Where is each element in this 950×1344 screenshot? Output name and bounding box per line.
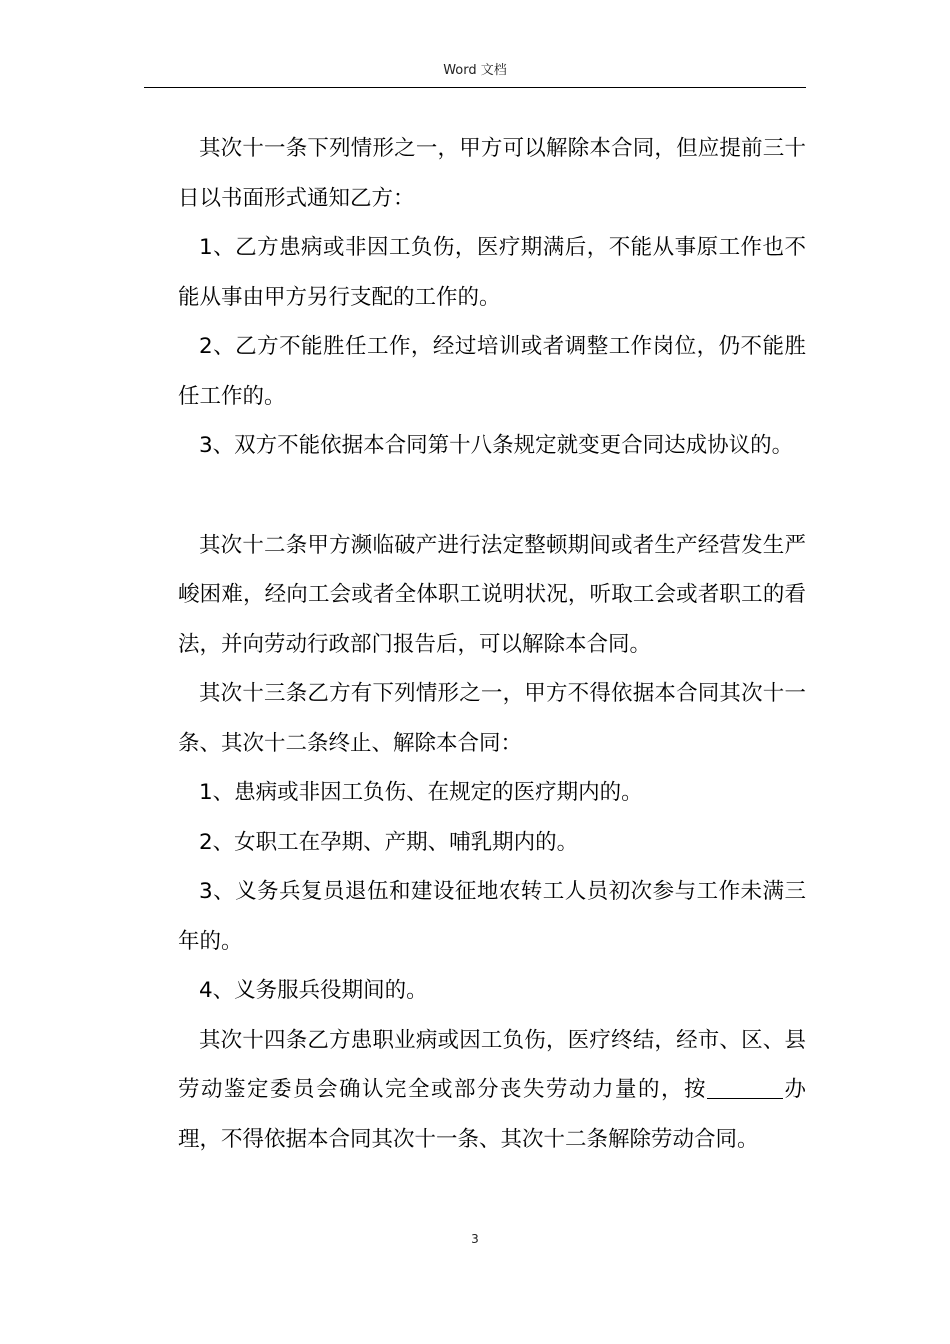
list-item-13-1: 1、患病或非因工负伤、在规定的医疗期内的。 [199, 780, 643, 805]
article-14-text-before-blank: 其次十四条乙方患职业病或因工负伤，医疗终结，经市、区、县劳动鉴定委员会确认完全或部分丧失劳动力量的，按 [178, 1027, 806, 1102]
header-divider [144, 87, 806, 88]
list-item-11-2: 2、乙方不能胜任工作，经过培训或者调整工作岗位，仍不能胜任工作的。 [178, 334, 806, 409]
list-item-11-3: 3、双方不能依据本合同第十八条规定就变更合同达成协议的。 [199, 433, 794, 458]
list-item-11-1: 1、乙方患病或非因工负伤，医疗期满后，不能从事原工作也不能从事由甲方另行支配的工作的。 [178, 235, 806, 310]
paragraph-article-14 [178, 1016, 806, 1165]
header-title: Word 文档 [443, 63, 507, 78]
paragraph-article-13: 其次十三条乙方有下列情形之一，甲方不得依据本合同其次十一条、其次十二条终止、解除本合同： [178, 681, 806, 756]
list-item-13-4: 4、义务服兵役期间的。 [199, 978, 428, 1003]
paragraph-article-11: 其次十一条下列情形之一，甲方可以解除本合同，但应提前三十日以书面形式通知乙方： [178, 136, 806, 211]
paragraph-spacer [178, 471, 806, 521]
list-item-13-2: 2、女职工在孕期、产期、哺乳期内的。 [199, 829, 579, 855]
document-body [178, 124, 806, 1164]
article-14-text-after-blank: 办理，不得依据本合同其次十一条、其次十二条解除劳动合同。 [178, 1077, 806, 1152]
page-number: 3 [471, 1232, 479, 1246]
paragraph-article-12: 其次十二条甲方濒临破产进行法定整顿期间或者生产经营发生严峻困难，经向工会或者全体职工说明状况，听取工会或者职工的看法，并向劳动行政部门报告后，可以解除本合同。 [178, 532, 806, 657]
fill-in-blank-line [707, 1077, 783, 1100]
list-item-13-3: 3、义务兵复员退伍和建设征地农转工人员初次参与工作未满三年的。 [178, 879, 806, 954]
